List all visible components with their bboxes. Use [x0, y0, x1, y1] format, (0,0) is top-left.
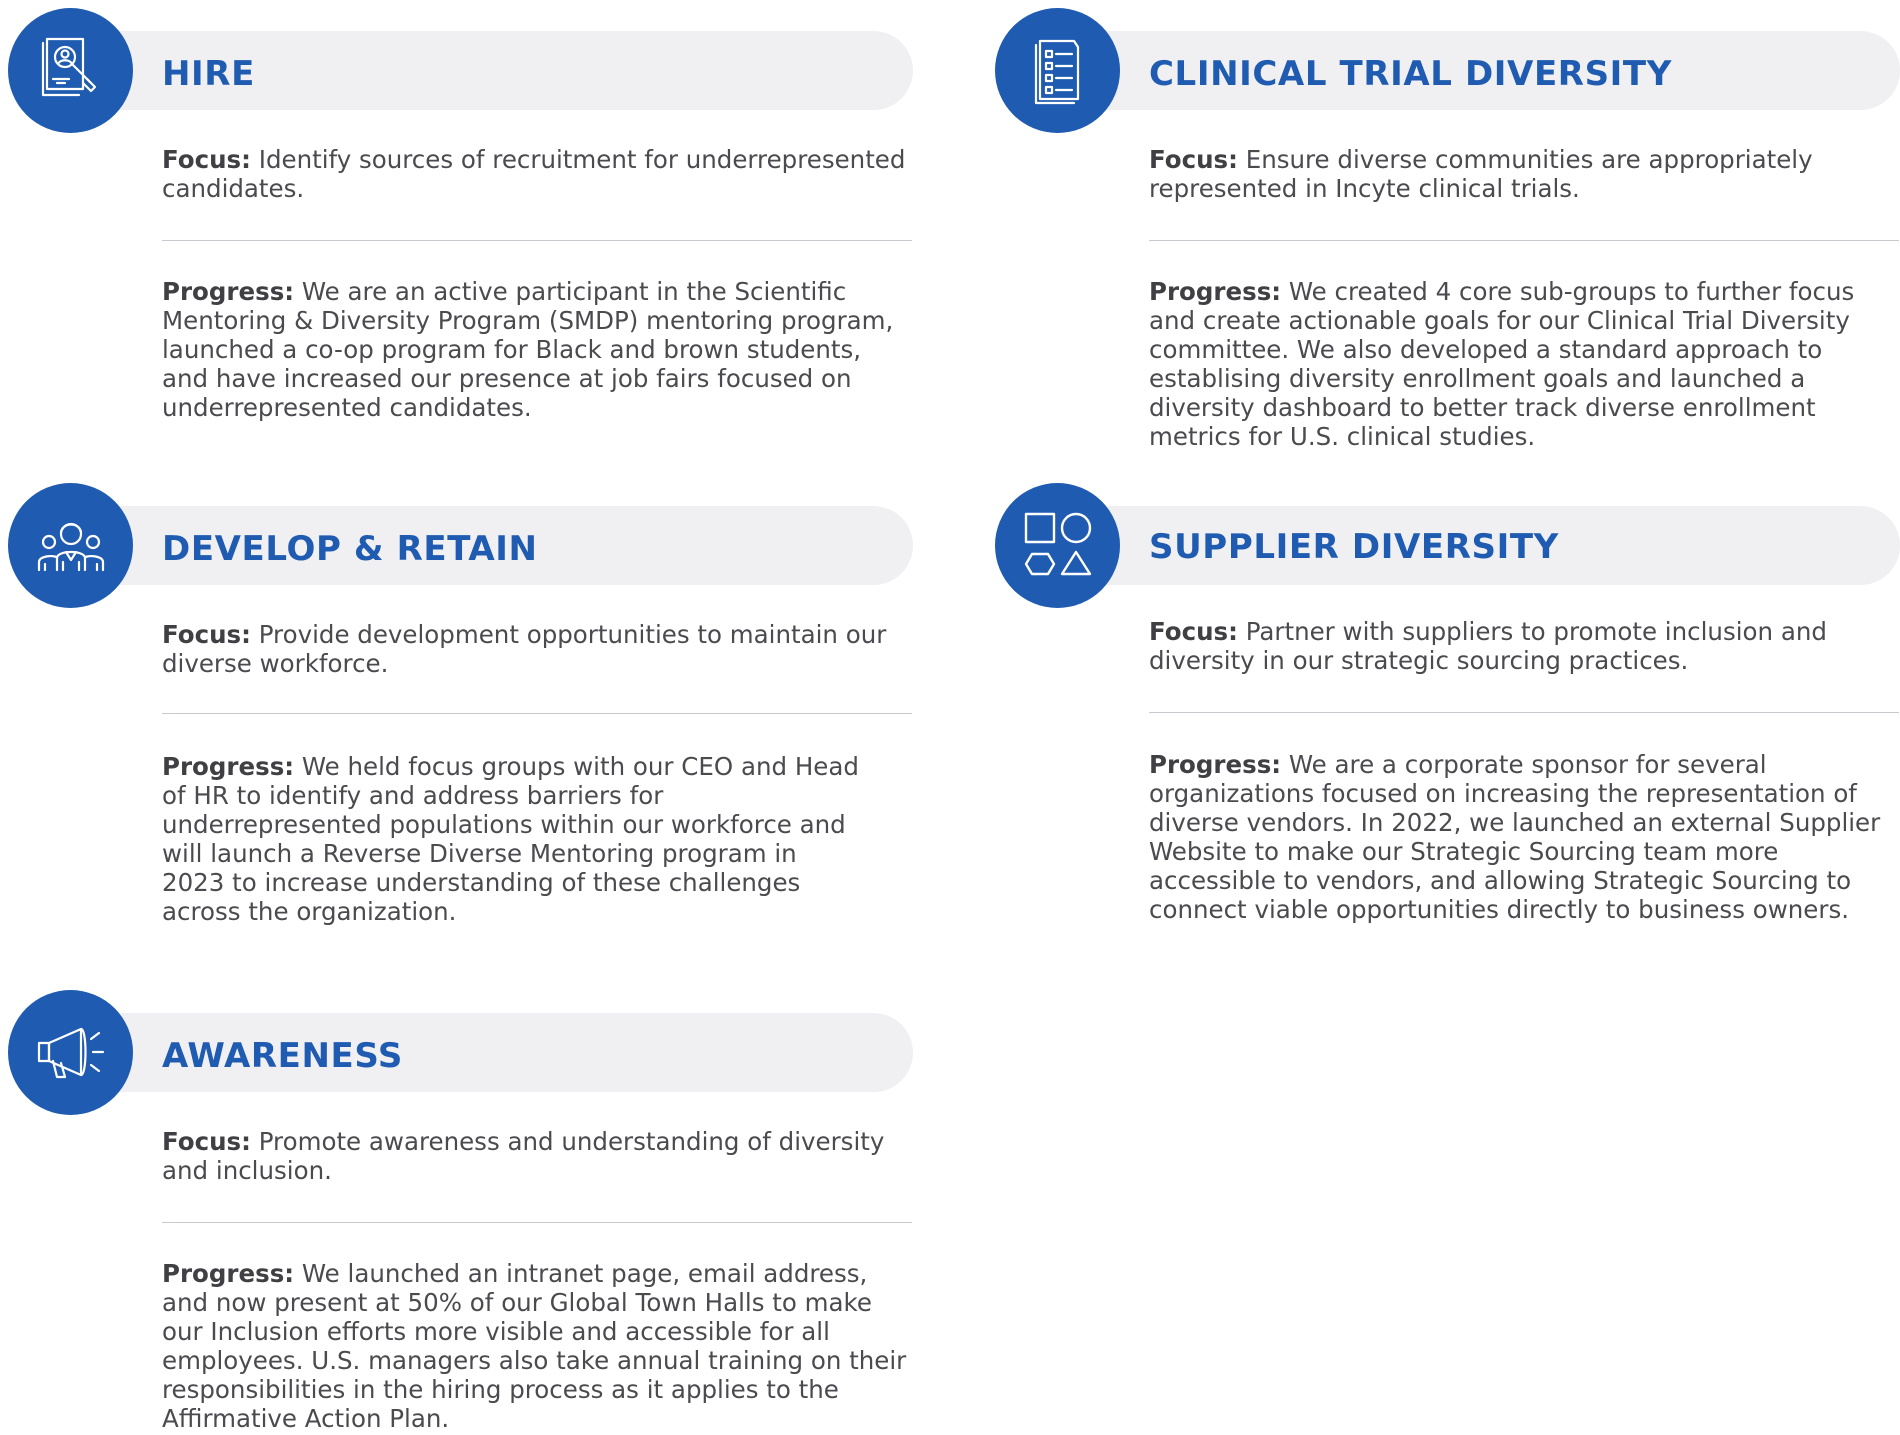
focus-description: Promote awareness and understanding of diversity and inclusion. — [162, 1127, 885, 1185]
progress-text — [1149, 750, 1899, 924]
focus-text — [162, 145, 912, 203]
megaphone-icon — [33, 1015, 109, 1091]
focus-label: Focus: — [1149, 145, 1238, 174]
focus-text — [1149, 617, 1899, 675]
section-title: SUPPLIER DIVERSITY — [1149, 527, 1559, 567]
focus-description: Provide development opportunities to maintain our diverse workforce. — [162, 620, 887, 678]
section-title: DEVELOP & RETAIN — [162, 529, 538, 569]
section-awareness — [8, 990, 913, 1433]
shapes-icon — [1020, 508, 1096, 584]
document-search-icon — [33, 33, 109, 109]
progress-text — [162, 752, 862, 926]
progress-text — [1149, 277, 1899, 451]
focus-description: Partner with suppliers to promote inclusion and diversity in our strategic sourcing practices. — [1149, 617, 1827, 675]
progress-description: We are a corporate sponsor for several organizations focused on increasing the representation of diverse vendors. In 2022, we launched an external Supplier Website to make our Strategic Sourcing team more accessible to vendors, and allowing Strategic Sourcing to connect viable opportunities directly to business owners. — [1149, 750, 1881, 924]
clipboard-checklist-icon — [1020, 33, 1096, 109]
section-develop-retain — [8, 483, 913, 943]
divider — [162, 240, 912, 241]
progress-label: Progress: — [162, 1259, 295, 1288]
progress-label: Progress: — [1149, 277, 1282, 306]
progress-label: Progress: — [162, 752, 295, 781]
focus-label: Focus: — [162, 620, 251, 649]
divider — [162, 713, 912, 714]
icon-badge — [8, 990, 133, 1115]
progress-description: We are an active participant in the Scientific Mentoring & Diversity Program (SMDP) mentoring program, launched a co-op program for Black and brown students, and have increased our presence at job fairs focused on underrepresented candidates. — [162, 277, 894, 422]
people-group-icon — [33, 508, 109, 584]
icon-badge — [8, 8, 133, 133]
divider — [1149, 240, 1899, 241]
focus-label: Focus: — [162, 145, 251, 174]
divider — [1149, 712, 1899, 713]
section-supplier-diversity — [995, 483, 1900, 943]
icon-badge — [995, 8, 1120, 133]
focus-description: Ensure diverse communities are appropriately represented in Incyte clinical trials. — [1149, 145, 1813, 203]
focus-text — [162, 1127, 912, 1185]
section-title: CLINICAL TRIAL DIVERSITY — [1149, 54, 1672, 94]
icon-badge — [8, 483, 133, 608]
section-hire — [8, 8, 913, 448]
progress-description: We launched an intranet page, email address, and now present at 50% of our Global Town Halls to make our Inclusion efforts more visible and accessible for all employees. U.S. managers also take annual training on their responsibilities in the hiring process as it applies to the Affirmative Action Plan. — [162, 1259, 907, 1433]
progress-text — [162, 1259, 912, 1433]
section-title: AWARENESS — [162, 1036, 404, 1076]
progress-description: We held focus groups with our CEO and Head of HR to identify and address barriers for underrepresented populations within our workforce and will launch a Reverse Diverse Mentoring program in 2023 to increase understanding of these challenges across the organization. — [162, 752, 859, 926]
progress-label: Progress: — [1149, 750, 1282, 779]
divider — [162, 1222, 912, 1223]
icon-badge — [995, 483, 1120, 608]
section-title: HIRE — [162, 54, 255, 94]
focus-label: Focus: — [162, 1127, 251, 1156]
focus-text — [162, 620, 912, 678]
focus-text — [1149, 145, 1899, 203]
focus-description: Identify sources of recruitment for underrepresented candidates. — [162, 145, 906, 203]
progress-description: We created 4 core sub-groups to further focus and create actionable goals for our Clinical Trial Diversity committee. We also developed a standard approach to establising diversity enrollment goals and launched a diversity dashboard to better track diverse enrollment metrics for U.S. clinical studies. — [1149, 277, 1855, 451]
focus-label: Focus: — [1149, 617, 1238, 646]
section-clinical-trial-diversity — [995, 8, 1900, 451]
progress-text — [162, 277, 912, 422]
progress-label: Progress: — [162, 277, 295, 306]
